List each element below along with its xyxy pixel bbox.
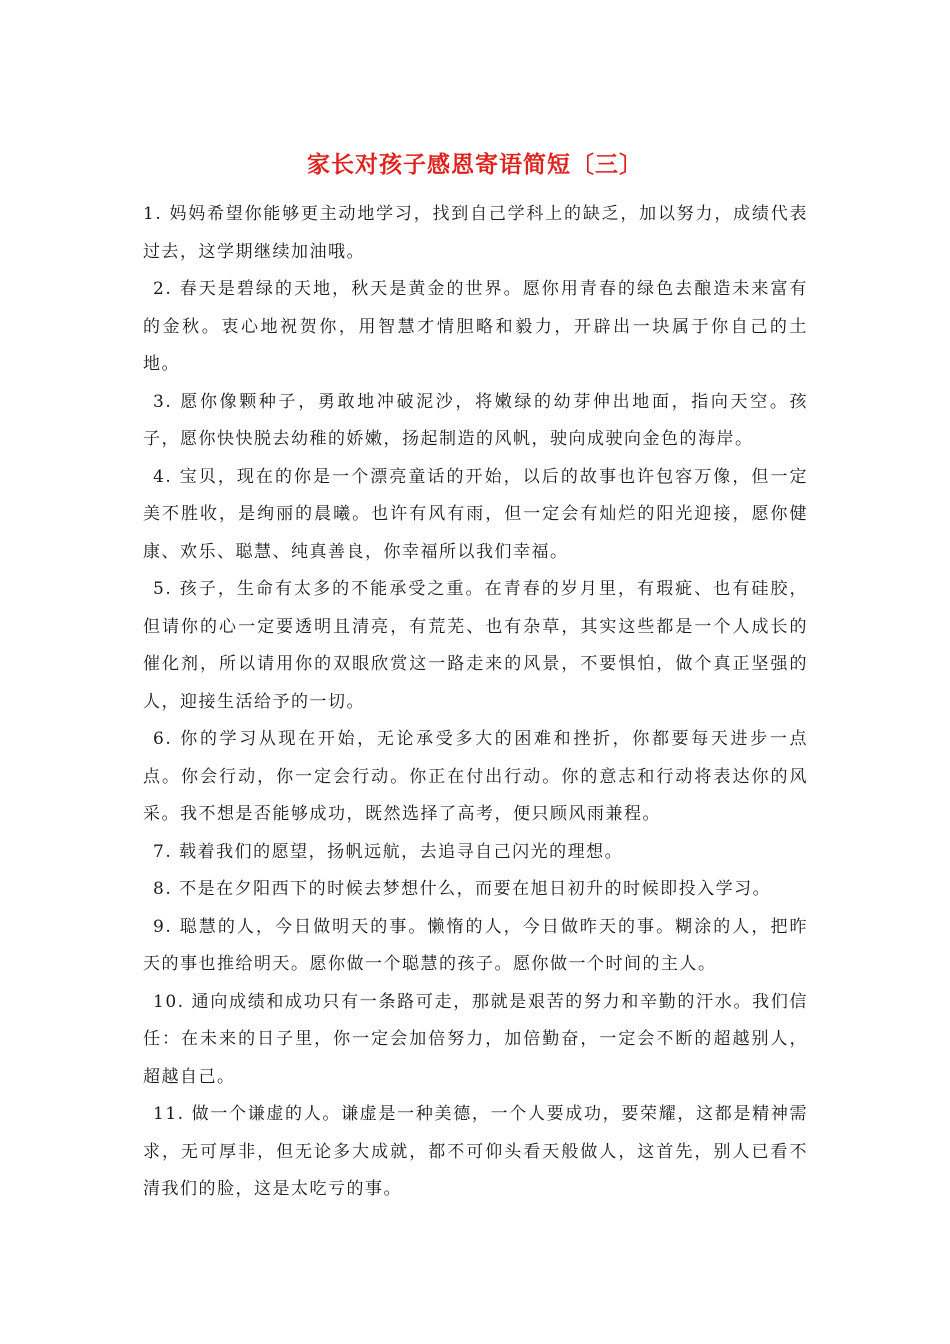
item-text: 春天是碧绿的天地，秋天是黄金的世界。愿你用青春的绿色去酿造未来富有的金秋。衷心地祝贺你，用智慧才情胆略和毅力，开辟出一块属于你自己的土地。 [143,279,809,374]
list-item [143,834,808,872]
list-item [143,384,808,459]
item-number: 6. [153,729,173,749]
item-text: 你的学习从现在开始，无论承受多大的困难和挫折，你都要每天进步一点点。你会行动，你一定会行动。你正在付出行动。你的意志和行动将表达你的风采。我不想是否能够成功，既然选择了高考，便只顾风雨兼程。 [143,729,809,824]
list-item [143,459,808,572]
list-item [143,196,808,271]
item-text: 做一个谦虚的人。谦虚是一种美德，一个人要成功，要荣耀，这都是精神需求，无可厚非，但无论多大成就，都不可仰头看天般做人，这首先，别人已看不清我们的脸，这是太吃亏的事。 [143,1104,809,1199]
item-number: 3. [153,391,173,412]
item-number: 2. [153,279,173,299]
item-number: 8. [153,879,173,899]
item-number: 7. [153,841,173,862]
list-item [143,721,808,834]
item-text: 聪慧的人，今日做明天的事。懒惰的人，今日做昨天的事。糊涂的人，把昨天的事也推给明天。愿你做一个聪慧的孩子。愿你做一个时间的主人。 [143,916,809,974]
item-number: 9. [153,916,173,937]
item-number: 1. [143,204,163,224]
item-text: 通向成绩和成功只有一条路可走，那就是艰苦的努力和辛勤的汗水。我们信任：在未来的日子里，你一定会加倍努力，加倍勤奋，一定会不断的超越别人，超越自己。 [143,991,809,1087]
list-item [143,1096,808,1209]
document-title: 家长对孩子感恩寄语简短〔三〕 [307,152,643,178]
item-text: 愿你像颗种子，勇敢地冲破泥沙，将嫩绿的幼芽伸出地面，指向天空。孩子，愿你快快脱去幼稚的娇嫩，扬起制造的风帆，驶向成驶向金色的海岸。 [143,391,809,449]
item-number: 11. [153,1104,185,1124]
list-item [143,909,808,984]
item-number: 5. [153,579,173,599]
item-number: 4. [153,466,173,487]
item-text: 载着我们的愿望，扬帆远航，去追寻自己闪光的理想。 [179,841,624,862]
item-text: 妈妈希望你能够更主动地学习，找到自己学科上的缺乏，加以努力，成绩代表过去，这学期继续加油哦。 [143,204,809,262]
document-body [143,196,808,1209]
item-text: 不是在夕阳西下的时候去梦想什么，而要在旭日初升的时候即投入学习。 [179,879,772,899]
item-number: 10. [153,991,185,1012]
list-item [143,571,808,721]
item-text: 宝贝，现在的你是一个漂亮童话的开始，以后的故事也许包容万像，但一定美不胜收，是绚丽的晨曦。也许有风有雨，但一定会有灿烂的阳光迎接，愿你健康、欢乐、聪慧、纯真善良，你幸福所以我们幸福。 [143,466,809,562]
list-item [143,271,808,384]
item-text: 孩子，生命有太多的不能承受之重。在青春的岁月里，有瑕疵、也有硅胶，但请你的心一定要透明且清亮，有荒芜、也有杂草，其实这些都是一个人成长的催化剂，所以请用你的双眼欣赏这一路走来的风景，不要惧怕，做个真正坚强的人，迎接生活给予的一切。 [143,579,809,712]
list-item [143,984,808,1097]
list-item [143,871,808,909]
